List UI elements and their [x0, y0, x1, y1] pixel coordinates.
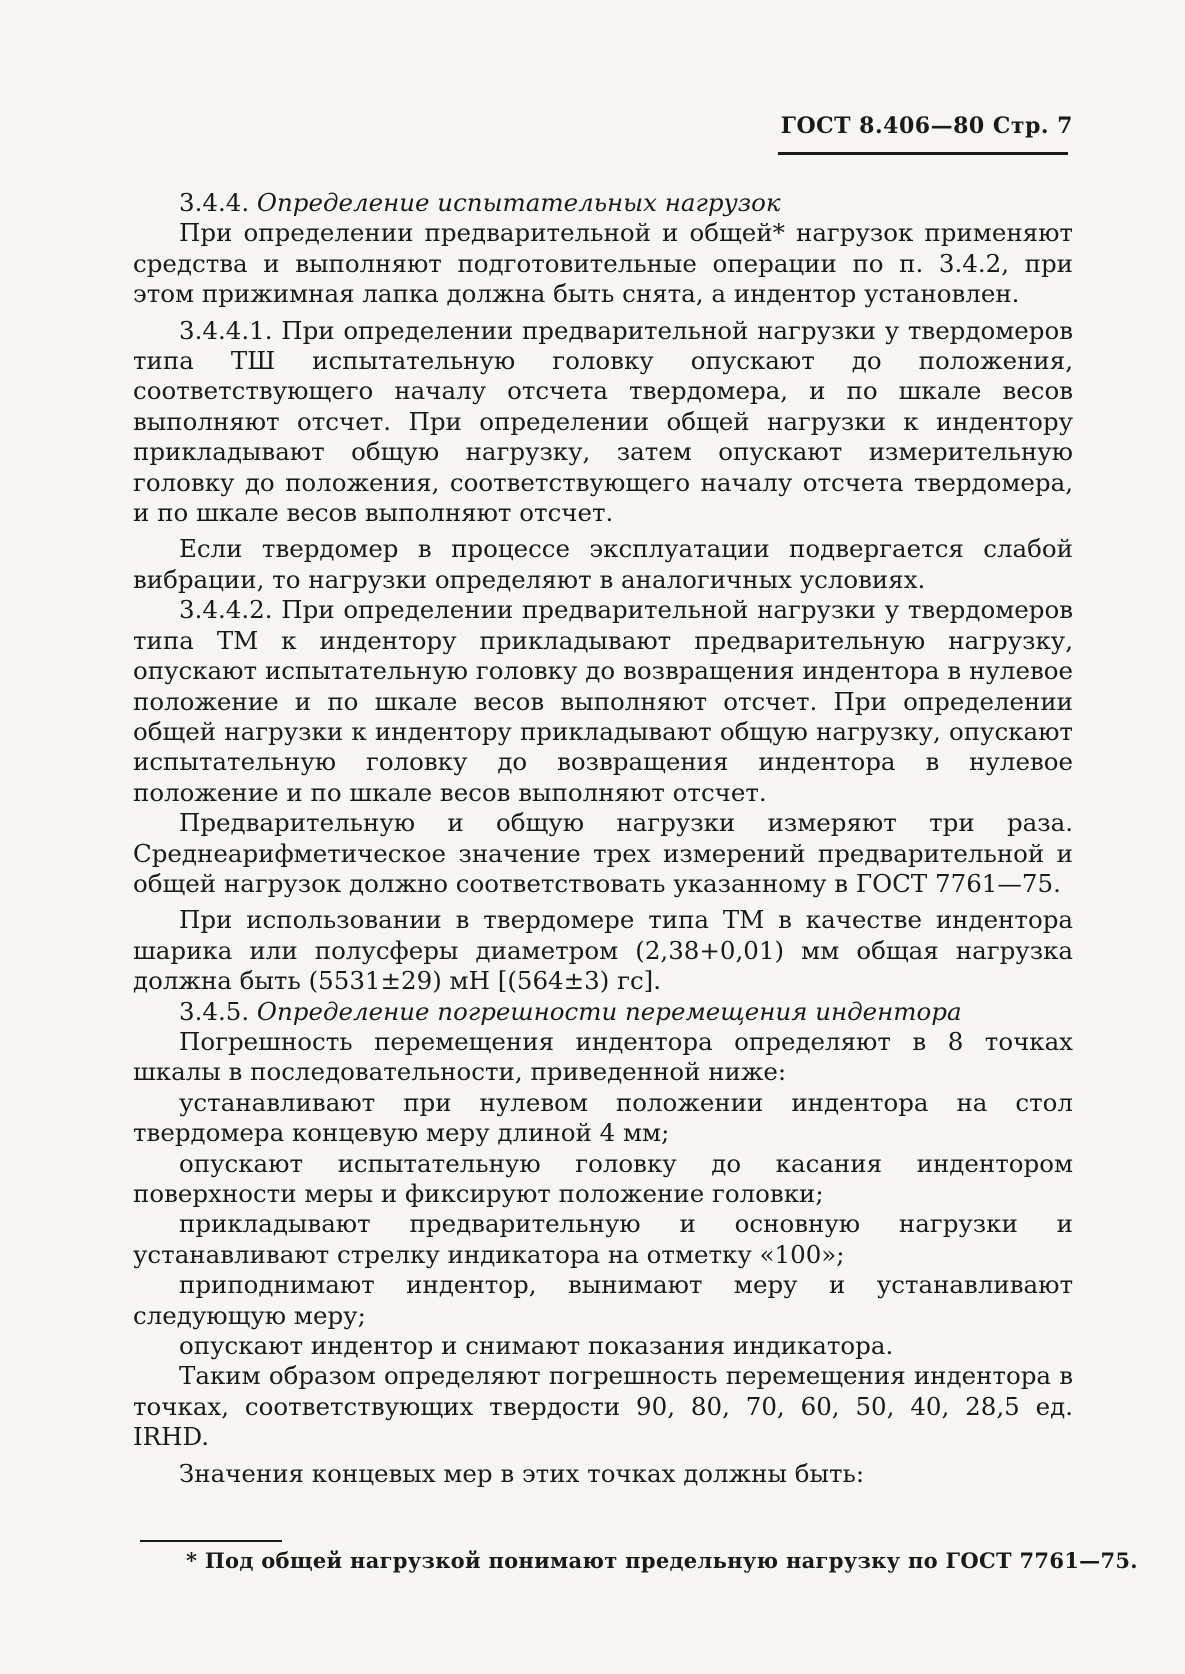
footnote: * Под общей нагрузкой понимают предельную нагрузку по ГОСТ 7761—75.	[186, 1548, 1138, 1573]
paragraph: При использовании в твердомере типа ТМ в качестве индентора шарика или полусферы диаметром (2,38+0,01) мм общая нагрузка должна быть (5531±29) мН [(564±3) гс].	[133, 905, 1073, 996]
paragraph: Таким образом определяют погрешность перемещения индентора в точках, соответствующих твердости 90, 80, 70, 60, 50, 40, 28,5 ед. IRHD.	[133, 1361, 1073, 1452]
list-item: опускают испытательную головку до касания индентором поверхности меры и фиксируют положение головки;	[133, 1148, 1073, 1208]
section-number: 3.4.4.	[179, 188, 257, 217]
paragraph: Значения концевых мер в этих точках должны быть:	[179, 1458, 865, 1488]
page-header: ГОСТ 8.406—80 Стр. 7	[780, 113, 1073, 139]
list-item: опускают индентор и снимают показания индикатора.	[179, 1331, 894, 1361]
paragraph: При определении предварительной и общей* нагрузок применяют средства и выполняют подготовительные операции по п. 3.4.2, при этом прижимная лапка должна быть снята, а индентор установлен.	[133, 218, 1073, 309]
paragraph: 3.4.4.2. При определении предварительной нагрузки у твердомеров типа ТМ к индентору прикладывают предварительную нагрузку, опускают испытательную головку до возвращения индентора в нулевое положение и по шкале весов выполняют отсчет. При определении общей нагрузки к индентору прикладывают общую нагрузку, опускают испытательную головку до возвращения индентора в нулевое положение и по шкале весов выполняют отсчет.	[133, 595, 1073, 807]
list-item: приподнимают индентор, вынимают меру и устанавливают следующую меру;	[133, 1270, 1073, 1330]
header-rule	[778, 152, 1068, 155]
list-item: прикладывают предварительную и основную нагрузки и устанавливают стрелку индикатора на отметку «100»;	[133, 1209, 1073, 1269]
section-title: Определение погрешности перемещения индентора	[256, 996, 962, 1026]
paragraph: Погрешность перемещения индентора определяют в 8 точках шкалы в последовательности, приведенной ниже:	[133, 1026, 1073, 1087]
section-heading-3-4-5	[133, 997, 1073, 1027]
paragraph: 3.4.4.1. При определении предварительной нагрузки у твердомеров типа ТШ испытательную головку опускают до положения, соответствующего началу отсчета твердомера, и по шкале весов выполняют отсчет. При определении общей нагрузки к индентору прикладывают общую нагрузку, затем опускают измерительную головку до положения, соответствующего началу отсчета твердомера, и по шкале весов выполняют отсчет.	[133, 315, 1073, 528]
section-title: Определение испытательных нагрузок	[256, 188, 781, 217]
paragraph: Если твердомер в процессе эксплуатации подвергается слабой вибрации, то нагрузки определяют в аналогичных условиях.	[133, 534, 1073, 594]
footnote-rule	[140, 1540, 282, 1542]
list-item: устанавливают при нулевом положении индентора на стол твердомера концевую меру длиной 4 мм;	[133, 1087, 1073, 1148]
document-body	[133, 188, 1073, 1489]
section-number: 3.4.5.	[179, 996, 257, 1026]
paragraph: Предварительную и общую нагрузки измеряют три раза. Среднеарифметическое значение трех измерений предварительной и общей нагрузок должно соответствовать указанному в ГОСТ 7761—75.	[133, 808, 1073, 898]
section-heading-3-4-4	[133, 188, 1073, 218]
